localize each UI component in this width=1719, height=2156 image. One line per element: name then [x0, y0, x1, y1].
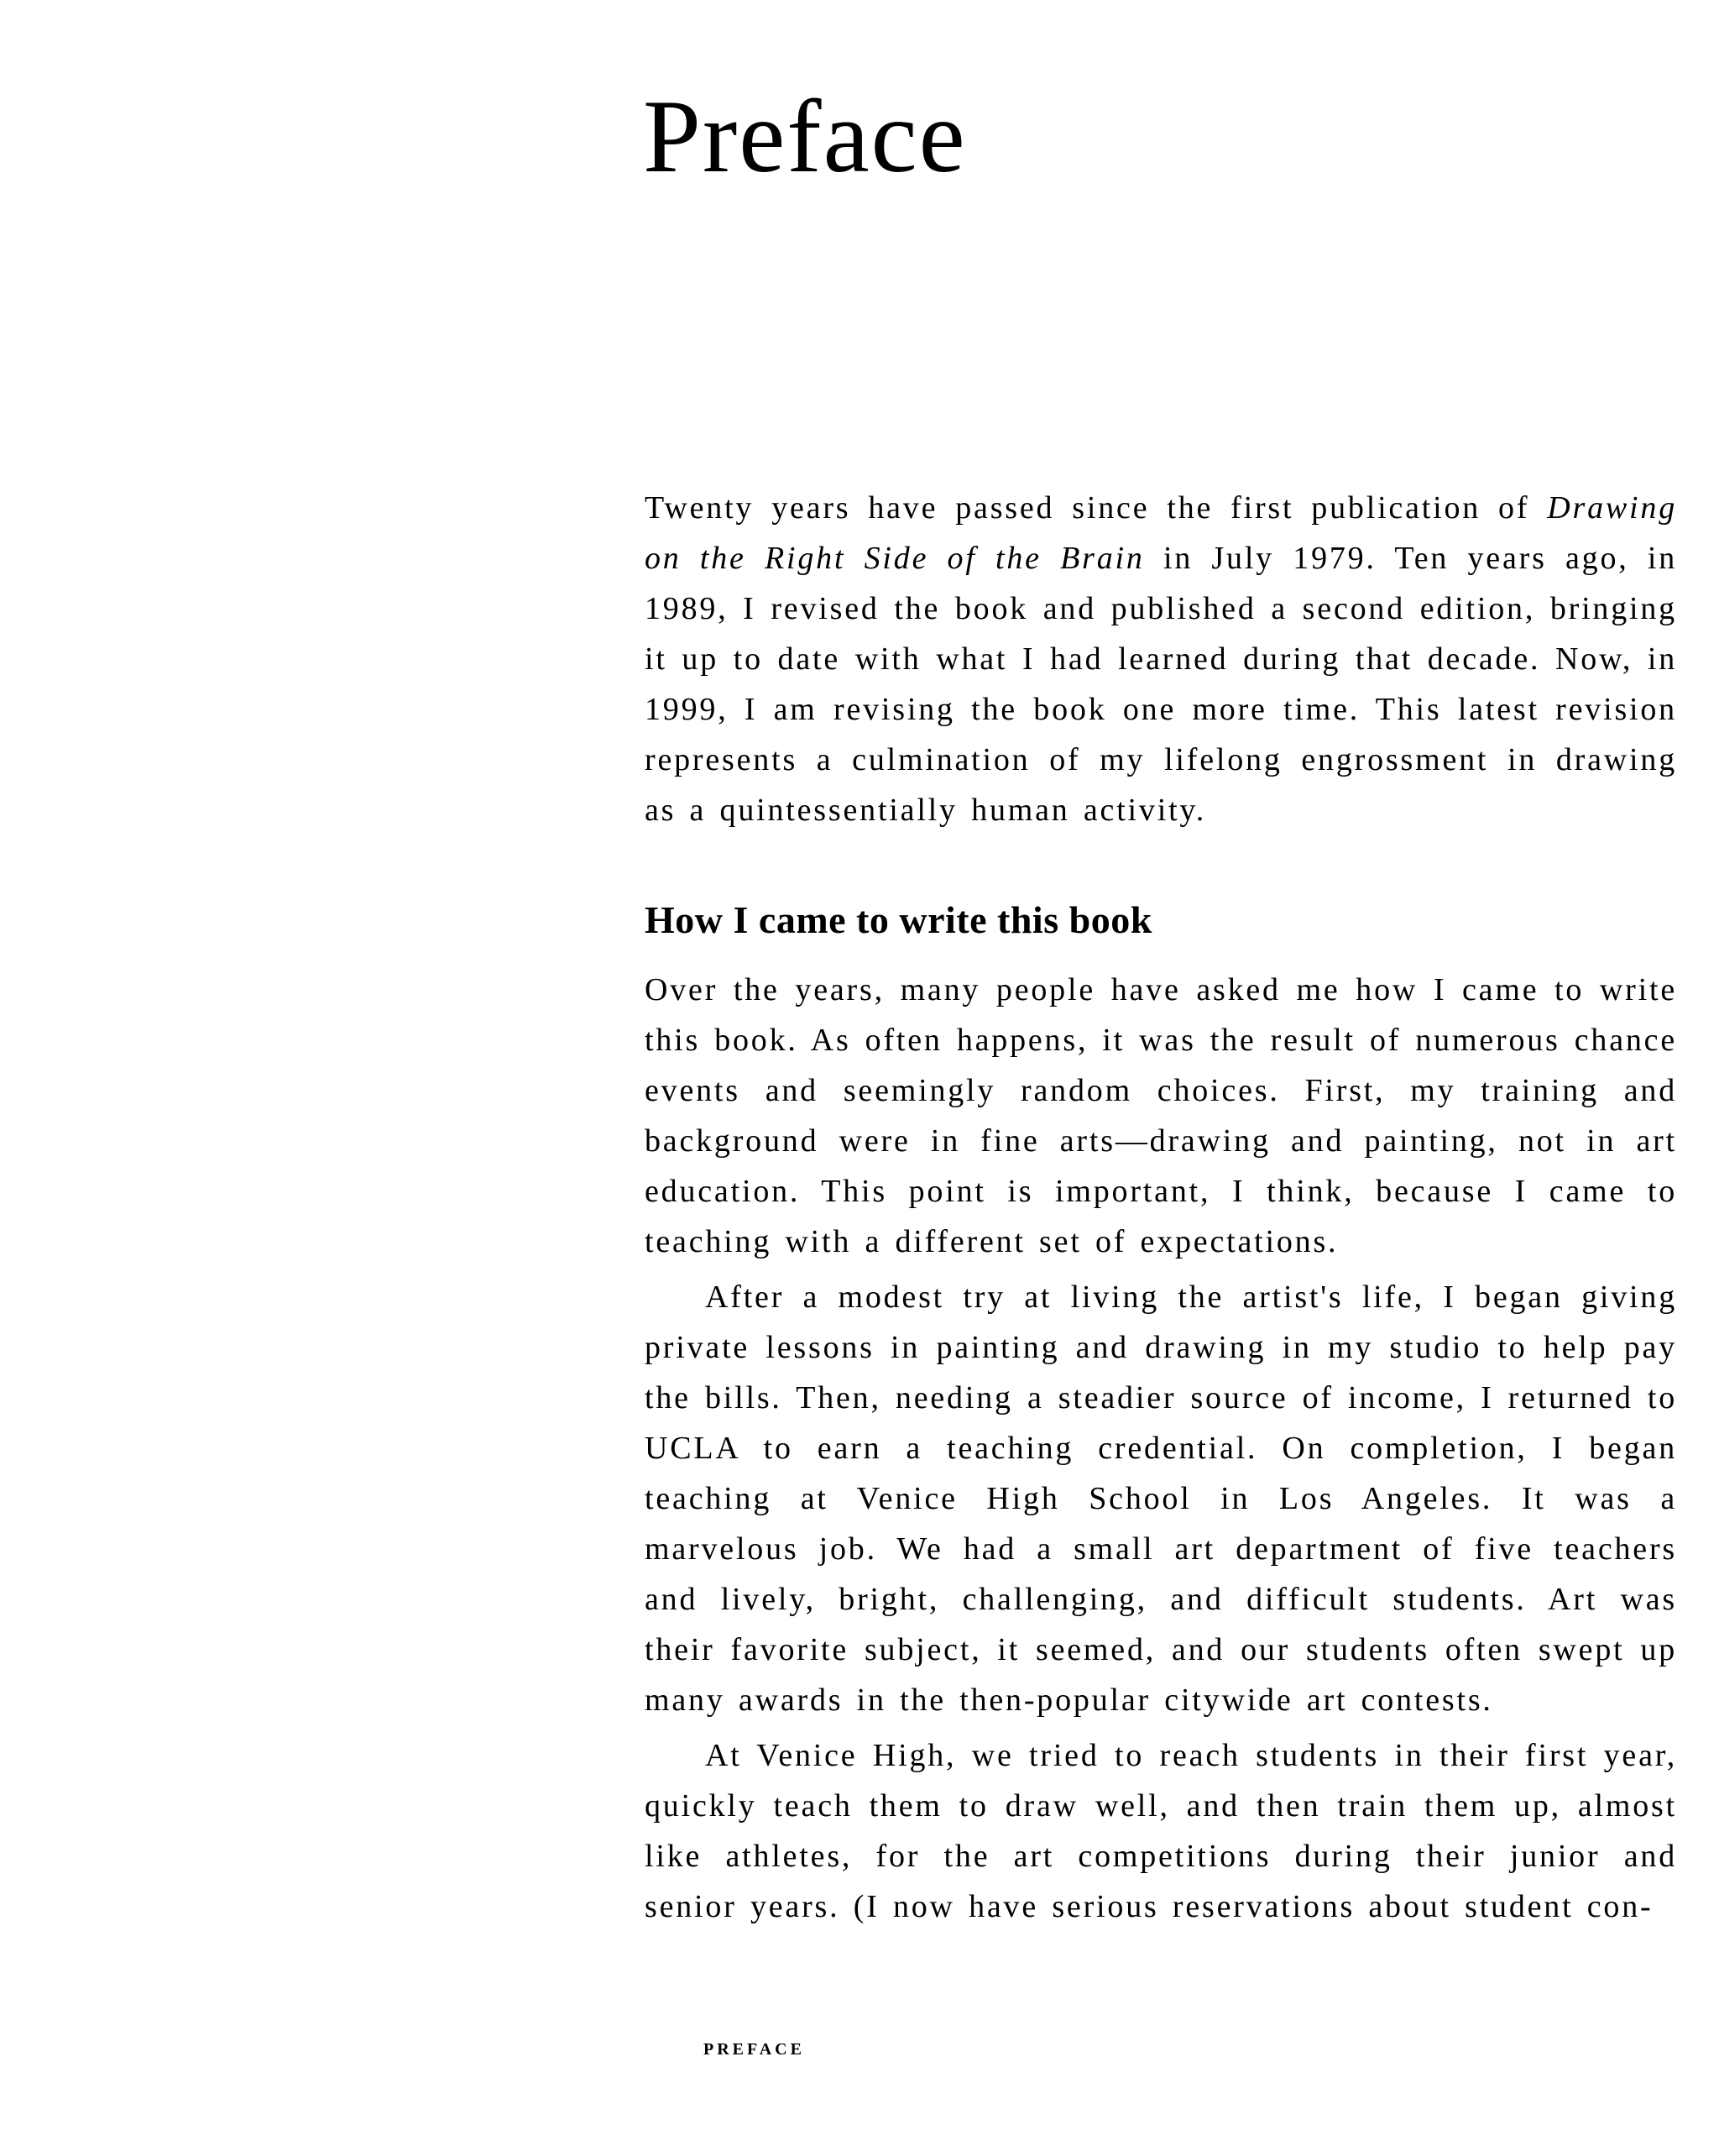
- intro-text-start: Twenty years have passed since the first publication of: [645, 490, 1548, 526]
- body-text: [645, 483, 1677, 1932]
- section-paragraph-3: At Venice High, we tried to reach students in their first year, quickly teach them to draw well, and then train them up, almost like athletes, for the art competitions during their junior and senior years. (I now have serious reservations about student con-: [645, 1738, 1677, 1924]
- section-paragraph-2: After a modest try at living the artist's life, I began giving private lessons in painting and drawing in my studio to help pay the bills. Then, needing a steadier source of income, I returned to UCLA to earn a teaching credential. On completion, I began teaching at Venice High School in Los Angeles. It was a marvelous job. We had a small art department of five teachers and lively, bright, challenging, and difficult students. Art was their favorite subject, it seemed, and our students often swept up many awards in the then-popular citywide art contests.: [645, 1279, 1677, 1718]
- intro-text-end: in July 1979. Ten years ago, in 1989, I revised the book and published a second edition, bringing it up to date with what I had learned during that decade. Now, in 1999, I am revising the book one more time. This latest revision represents a culmination of my lifelong engrossment in drawing as a quintessentially human activity.: [645, 541, 1677, 828]
- section-heading: How I came to write this book: [645, 898, 1152, 941]
- book-title: Drawing on the Right Side of the Brain: [645, 490, 1677, 576]
- section-paragraph-1: Over the years, many people have asked me how I came to write this book. As often happens, it was the result of numerous chance events and seemingly random choices. First, my training and background were in fine arts—drawing and painting, not in art education. This point is important, I think, because I came to teaching with a different set of expectations.: [645, 972, 1677, 1259]
- page-title: Preface: [643, 79, 967, 194]
- intro-paragraph: [645, 483, 1677, 835]
- running-footer: PREFACE: [703, 2040, 805, 2059]
